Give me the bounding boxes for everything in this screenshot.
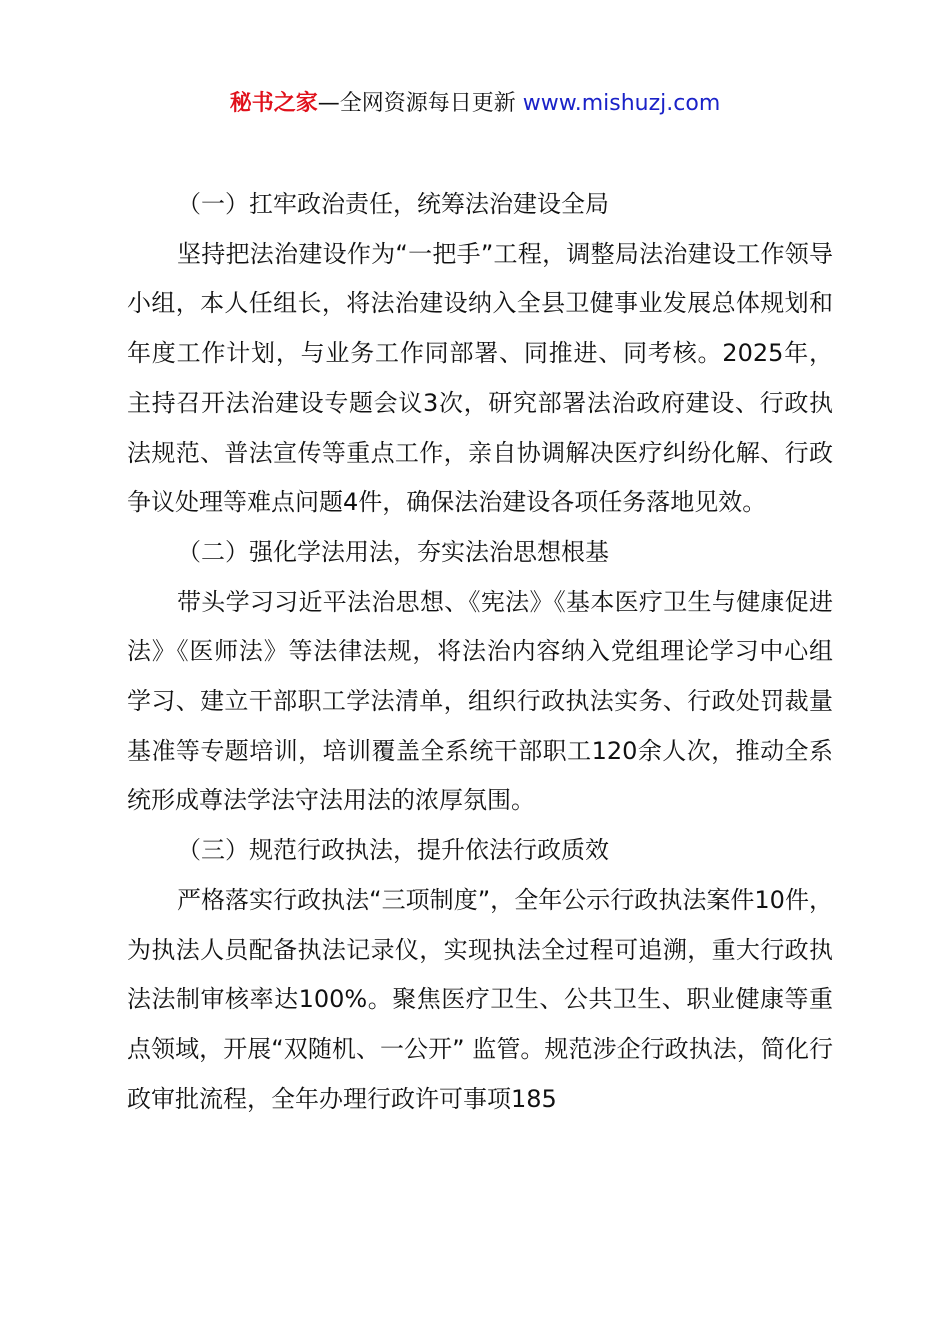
section-heading-1: （一）扛牢政治责任，统筹法治建设全局 [177, 190, 609, 218]
section-heading-3: （三）规范行政执法，提升依法行政质效 [177, 836, 609, 865]
header-slogan: —全网资源每日更新 [317, 91, 523, 116]
brand-name: 秘书之家 [229, 91, 318, 116]
header-url-link[interactable]: www.mishuzj.com [522, 91, 721, 116]
section-paragraph-1: 坚持把法治建设作为“一把手”工程，调整局法治建设工作领导小组，本人任组长，将法治建设纳入全县卫健事业发展总体规划和年度工作计划，与业务工作同部署、同推进、同考核。2025年，主持召开法治建设专题会议3次，研究部署法治政府建设、行政执法规范、普法宣传等重点工作，亲自协调解决医疗纠纷化解、行政争议处理等难点问题4件，确保法治建设各项任务落地见效。 [127, 239, 833, 517]
document-body [127, 180, 833, 1124]
section-paragraph-3: 严格落实行政执法“三项制度”，全年公示行政执法案件10件，为执法人员配备执法记录仪，实现执法全过程可追溯，重大行政执法法制审核率达100%。聚焦医疗卫生、公共卫生、职业健康等重点领域，开展“双随机、一公开” 监管。规范涉企行政执法，简化行政审批流程，全年办理行政许可事项185 [127, 885, 833, 1113]
section-heading-2: （二）强化学法用法，夯实法治思想根基 [177, 537, 609, 566]
page-header [0, 86, 950, 122]
section-paragraph-2: 带头学习习近平法治思想、《宪法》《基本医疗卫生与健康促进法》《医师法》等法律法规，将法治内容纳入党组理论学习中心组学习、建立干部职工学法清单，组织行政执法实务、行政处罚裁量基准等专题培训，培训覆盖全系统干部职工120余人次，推动全系统形成尊法学法守法用法的浓厚氛围。 [127, 587, 833, 815]
